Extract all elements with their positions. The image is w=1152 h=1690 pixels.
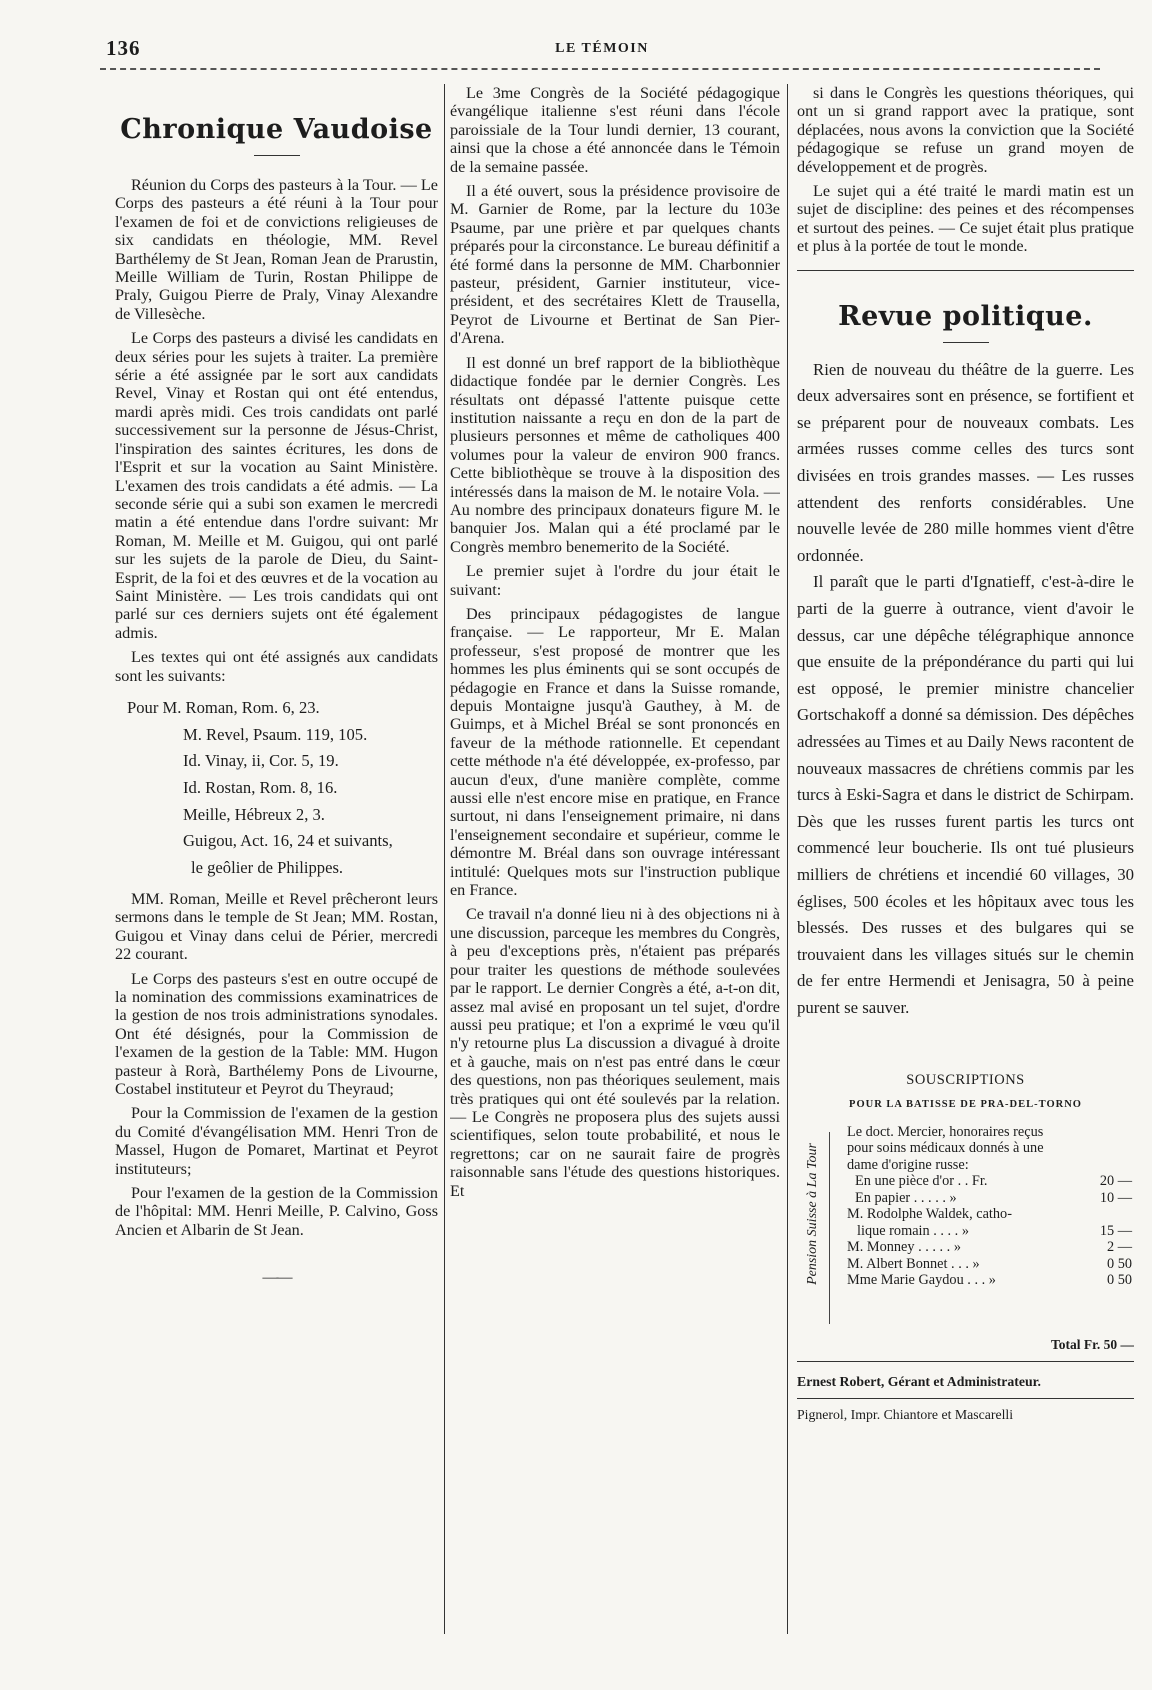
souscription-text: pour soins médicaux donnés à une bbox=[847, 1140, 1044, 1156]
paragraph: Les textes qui ont été assignés aux candidats sont les suivants: bbox=[115, 648, 438, 685]
page-number: 136 bbox=[106, 36, 141, 60]
paragraph: si dans le Congrès les questions théoriques, qui ont un si grand rapport avec la pratique, sont déplacées, nous avons la conviction que la Société pédagogique se refuse un grand moyen de développement et de progrès. bbox=[797, 84, 1134, 176]
souscription-amount: 10 — bbox=[1099, 1189, 1132, 1206]
bible-ref: Pour M. Roman, Rom. 6, 23. bbox=[127, 697, 320, 717]
section-rule bbox=[797, 270, 1134, 271]
paragraph: MM. Roman, Meille et Revel prêcheront leurs sermons dans le temple de St Jean; MM. Rostan, Guigou et Vinay dans celui de Périer, mercredi 22 courant. bbox=[115, 889, 438, 964]
column-1 bbox=[115, 84, 438, 1634]
paragraph: Le sujet qui a été traité le mardi matin est un sujet de discipline: des peines et des récompenses et surtout des peines. — Ce sujet était plus pratique et plus à la portée de tout le monde. bbox=[797, 182, 1134, 256]
souscription-line bbox=[847, 1223, 1132, 1240]
paragraph: Le Corps des pasteurs s'est en outre occupé de la nomination des commissions examinatrices de la gestion de nos trois administrations synodales. Ont été désignés, pour la Commission de l'examen de la gestion de la Table: MM. Hugon pasteur à Rorà, Barthélemy Pons de Livourne, Costabel instituteur et Peyrot du Theyraud; bbox=[115, 969, 438, 1098]
paragraph: Il est donné un bref rapport de la bibliothèque didactique fondée par le dernier Congrès. Les résultats ont dépassé l'attente puisque cette institution naissante a reçu en don de la part de plusieurs personnes et même de catholiques 400 volumes pour la valeur de environ 900 francs. Cette bibliothèque se trouve à la disposition des intéressés dans la maison de M. le notaire Vola. — Au nombre des principaux donateurs figure M. le banquier Jos. Malan qui a été proclamé par le Congrès membro benemerito de la Société. bbox=[450, 353, 780, 556]
souscription-text: lique romain . . . . » bbox=[857, 1222, 969, 1239]
paragraph: Rien de nouveau du théâtre de la guerre. Les deux adversaires sont en présence, se fortifient et se préparent pour de nouveaux combats. Les armées russes comme celles des turcs sont divisées en trois grandes masses. — Les russes attendent des renforts considérables. Une nouvelle levée de 280 mille hommes vient d'être ordonnée. bbox=[797, 359, 1134, 565]
souscription-amount: 2 — bbox=[1106, 1239, 1132, 1255]
imprint: Ernest Robert, Gérant et Administrateur. bbox=[797, 1373, 1041, 1389]
souscription-line bbox=[847, 1239, 1132, 1256]
souscription-amount bbox=[1076, 1124, 1132, 1141]
paragraph: Le Corps des pasteurs a divisé les candidats en deux séries pour les sujets à traiter. La première série a été assignée par le sort aux candidats Revel, Vinay et Rostan qui ont été entendus, mardi après midi. Ces trois candidats ont parlé successivement sur la personne de Jésus-Christ, l'inspiration des saintes écritures, les dons de l'Esprit et sur la vocation au Saint Ministère. L'examen des trois candidats a été admis. — La seconde série qui a subi son examen le mercredi matin a été entendue dans l'ordre suivant: Mr Roman, M. Meille et M. Guigou, qui ont parlé sur les sujets de la parole de Dieu, du Saint-Esprit, de la foi et des œuvres et de la vocation au Saint Ministère. — Les trois candidats qui ont parlé sur ces derniers sujets ont été également admis. bbox=[115, 329, 438, 642]
paragraph: Réunion du Corps des pasteurs à la Tour. — Le Corps des pasteurs a été réuni à la Tour pour l'examen de foi et de convictions religieuses de six candidats en théologie, MM. Revel Barthélemy de St Jean, Roman Jean de Prarustin, Meille William de Turin, Rostan Philippe de Praly, Guigou Pierre de Praly, Vinay Alexandre de Villesèche. bbox=[115, 176, 438, 323]
page-header bbox=[102, 32, 1102, 62]
souscriptions-vertical-label: Pension Suisse à La Tour bbox=[805, 1142, 820, 1285]
souscription-line bbox=[847, 1157, 1132, 1174]
bible-ref: Guigou, Act. 16, 24 et suivants, bbox=[183, 831, 393, 851]
souscription-text: En papier . . . . . » bbox=[855, 1189, 957, 1206]
souscription-text: M. Monney . . . . . » bbox=[847, 1239, 961, 1255]
column-divider bbox=[444, 84, 445, 1634]
paragraph: Pour l'examen de la gestion de la Commission de l'hôpital: MM. Henri Meille, P. Calvino, Goss Ancien et Albarin de St Jean. bbox=[115, 1183, 438, 1239]
souscriptions-total: Total Fr. 50 — bbox=[1050, 1336, 1134, 1352]
souscription-line bbox=[847, 1140, 1132, 1157]
bible-ref: Id. Rostan, Rom. 8, 16. bbox=[183, 778, 338, 798]
column-divider bbox=[787, 84, 788, 1634]
paragraph: Le 3me Congrès de la Société pédagogique évangélique italienne s'est réuni dans l'école paroissiale de la Tour lundi dernier, 13 courant, ainsi que la chose a été annoncée dans le Témoin de la semaine passée. bbox=[450, 84, 780, 176]
title-rule bbox=[254, 155, 300, 156]
section-title-revue: Revue politique. bbox=[838, 300, 1093, 332]
header-rule bbox=[100, 68, 1100, 70]
souscription-text: Le doct. Mercier, honoraires reçus bbox=[847, 1123, 1044, 1140]
paragraph: Il a été ouvert, sous la présidence provisoire de M. Garnier de Rome, par la lecture du 103e Psaume, par une prière et par quelques chants préparés pour la circonstance. Le bureau définitif a été formé dans la personne de MM. Charbonnier pasteur, président, Garnier instituteur, vice-président, et des secrétaires Klett de Trausella, Peyrot de Livourne et Bertinat de San Pier-d'Arena. bbox=[450, 182, 780, 348]
souscription-line bbox=[847, 1272, 1132, 1289]
souscription-amount: 0 50 bbox=[1106, 1255, 1132, 1272]
souscription-amount: 20 — bbox=[1099, 1173, 1132, 1189]
bible-ref: Meille, Hébreux 2, 3. bbox=[183, 804, 325, 824]
souscription-text: M. Rodolphe Waldek, catho- bbox=[847, 1206, 1012, 1222]
souscription-line bbox=[847, 1173, 1132, 1190]
souscription-line bbox=[847, 1256, 1132, 1273]
souscriptions-list bbox=[797, 1124, 1134, 1329]
paragraph: Il paraît que le parti d'Ignatieff, c'est-à-dire le parti de la guerre à outrance, vient d'avoir le dessus, car une dépêche télégraphique annonce que ensuite de la prépondérance du parti qui lui est opposé, le premier ministre chancelier Gortschakoff a donné sa démission. Des dépêches adressées au Times et au Daily News racontent de nouveaux massacres de chrétiens commis par les turcs à Eski-Sagra et dans le district de Schirpam. Dès que les russes furent partis les turcs ont commencé leur boucherie. Ils ont tué plusieurs milliers de chrétiens et incendié 60 villages, 30 églises, 500 écoles et les hôpitaux avec tous les blessés. Des russes et des bulgares qui se trouvaient dans les villages situés sur le chemin de fer entre Hermendi et Jenisagra, 50 à peine purent se sauver. bbox=[797, 572, 1134, 1017]
imprint-rule bbox=[797, 1361, 1134, 1362]
souscription-amount bbox=[1076, 1206, 1132, 1223]
souscription-amount bbox=[1076, 1140, 1132, 1157]
souscriptions-subtitle: POUR LA BATISSE DE PRA-DEL-TORNO bbox=[849, 1098, 1082, 1110]
souscription-amount: 15 — bbox=[1099, 1222, 1132, 1239]
souscription-line bbox=[847, 1206, 1132, 1223]
printer: Pignerol, Impr. Chiantore et Mascarelli bbox=[797, 1406, 1014, 1422]
column-2 bbox=[450, 84, 780, 1634]
bible-refs bbox=[115, 695, 438, 882]
souscription-text: Mme Marie Gaydou . . . » bbox=[847, 1272, 996, 1288]
title-rule bbox=[943, 342, 989, 343]
paragraph: Ce travail n'a donné lieu ni à des objections ni à une discussion, parceque les membres du Congrès, à peu d'exceptions près, n'étaient pas préparés pour traiter les questions de méthode soulevées par le rapport. Le dernier Congrès a été, a-t-on dit, assez mal avisé en proposant un tel sujet, d'ordre aussi peu pratique; et l'on a exprimé le vœu qu'il n'y retourne plus La discussion a divagué à droite et à gauche, mais on n'est pas entré dans le cœur des questions, non pas théoriques seulement, mais très pratiques qui ont été soulevés par la relation. — Le Congrès ne proposera plus des sujets aussi scientifiques, selon toute probabilité, et nous le regrettons; car on ne saurait faire de progrès raisonnable sans l'étude des questions historiques. Et bbox=[450, 905, 780, 1200]
bible-ref: le geôlier de Philippes. bbox=[191, 858, 344, 878]
souscriptions-lines bbox=[847, 1124, 1132, 1289]
section-title-chronique: Chronique Vaudoise bbox=[120, 114, 433, 145]
imprint-rule bbox=[797, 1398, 1134, 1399]
souscription-amount: 0 50 bbox=[1106, 1272, 1132, 1288]
souscription-text: En une pièce d'or . . Fr. bbox=[855, 1173, 988, 1189]
paragraph: Pour la Commission de l'examen de la gestion du Comité d'évangélisation MM. Henri Tron de Massel, Hugon de Pomaret, Martinat et Peyrot instituteurs; bbox=[115, 1104, 438, 1178]
bible-ref: M. Revel, Psaum. 119, 105. bbox=[183, 724, 368, 744]
brace bbox=[829, 1132, 836, 1324]
souscriptions-title: SOUSCRIPTIONS bbox=[906, 1071, 1025, 1088]
paragraph: Des principaux pédagogistes de langue française. — Le rapporteur, Mr E. Malan professeur, s'est proposé de montrer que les hommes les plus éminents qui se sont occupés de pédagogie en France et dans la Suisse romande, depuis Montaigne jusqu'à Gauthey, à M. de Guimps, et à Michel Bréal se sont prononcés en faveur de la méthode rationnelle. Et cependant cette méthode n'a été développée, ex-professo, par aucun d'eux, d'une manière complète, comme aussi elle n'est encore mise en pratique, en France surtout, ni dans l'enseignement primaire, ni dans l'enseignement secondaire et supérieur, comme le démontre M. Bréal dans son ouvrage intéressant intitulé: Quelques mots sur l'instruction publique en France. bbox=[450, 604, 780, 900]
column-3 bbox=[797, 84, 1134, 1634]
journal-title: LE TÉMOIN bbox=[555, 41, 649, 56]
souscription-text: M. Albert Bonnet . . . » bbox=[847, 1255, 980, 1272]
souscription-line bbox=[847, 1190, 1132, 1207]
souscription-amount bbox=[1076, 1157, 1132, 1174]
bible-ref: Id. Vinay, ii, Cor. 5, 19. bbox=[183, 751, 339, 771]
souscription-text: dame d'origine russe: bbox=[847, 1156, 969, 1173]
end-mark: —— bbox=[262, 1269, 291, 1287]
paragraph: Le premier sujet à l'ordre du jour était le suivant: bbox=[450, 562, 780, 599]
souscription-line bbox=[847, 1124, 1132, 1141]
